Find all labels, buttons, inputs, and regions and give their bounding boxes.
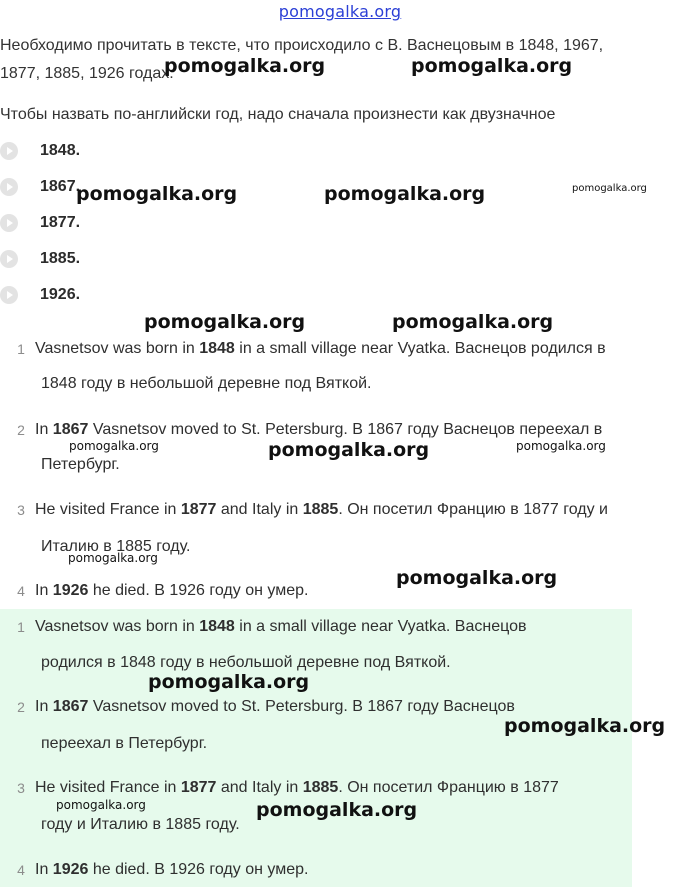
watermark: pomogalka.org <box>68 551 158 565</box>
year-label: 1926. <box>40 286 81 303</box>
sentence-line: In 1926 he died. В 1926 году он умер. <box>35 861 309 878</box>
year-label: 1867. <box>40 178 81 195</box>
intro-text <box>0 32 676 88</box>
item-number: 3 <box>17 780 25 796</box>
year-row[interactable] <box>0 211 80 235</box>
sentence-line: In 1867 Vasnetsov moved to St. Petersburg. В 1867 году Васнецов переехал в <box>35 421 603 438</box>
sentence-line: Vasnetsov was born in 1848 in a small village near Vyatka. Васнецов родился в <box>35 340 606 357</box>
watermark: pomogalka.org <box>69 439 159 453</box>
year-row[interactable] <box>0 139 80 163</box>
play-icon[interactable] <box>0 214 18 232</box>
year-label: 1877. <box>40 214 81 231</box>
year-row[interactable] <box>0 283 80 307</box>
watermark: pomogalka.org <box>572 183 647 194</box>
sentence-line: Vasnetsov was born in 1848 in a small village near Vyatka. Васнецов <box>35 618 527 635</box>
play-icon[interactable] <box>0 286 18 304</box>
watermark: pomogalka.org <box>392 311 554 333</box>
year-label: 1885. <box>40 250 81 267</box>
item-number: 2 <box>17 699 25 715</box>
watermark: pomogalka.org <box>76 183 238 205</box>
watermark: pomogalka.org <box>324 183 486 205</box>
site-link[interactable]: pomogalka.org <box>278 2 402 21</box>
play-icon[interactable] <box>0 178 18 196</box>
watermark: pomogalka.org <box>411 55 573 77</box>
item-number: 1 <box>17 341 25 357</box>
sentence-line: He visited France in 1877 and Italy in 1885. Он посетил Францию в 1877 <box>35 779 559 796</box>
translation-line: родился в 1848 году в небольшой деревне под Вяткой. <box>41 654 451 671</box>
note-text: Чтобы назвать по-английски год, надо сначала произнести как двузначное <box>0 106 556 123</box>
translation-line: 1848 году в небольшой деревне под Вяткой. <box>41 375 372 392</box>
play-icon[interactable] <box>0 142 18 160</box>
watermark: pomogalka.org <box>256 799 418 821</box>
item-number: 1 <box>17 619 25 635</box>
item-number: 4 <box>17 862 25 878</box>
intro-line-1: Необходимо прочитать в тексте, что происходило с В. Васнецовым в 1848, 1967, <box>0 37 604 54</box>
translation-line: году и Италию в 1885 году. <box>41 816 240 833</box>
sentence-line: He visited France in 1877 and Italy in 1885. Он посетил Францию в 1877 году и <box>35 501 608 518</box>
watermark: pomogalka.org <box>144 311 306 333</box>
year-row[interactable] <box>0 175 80 199</box>
play-icon[interactable] <box>0 250 18 268</box>
watermark: pomogalka.org <box>148 671 310 693</box>
watermark: pomogalka.org <box>164 55 326 77</box>
sentence-line: In 1926 he died. В 1926 году он умер. <box>35 582 309 599</box>
translation-line: Италию в 1885 году. <box>41 538 191 555</box>
sentence-line: In 1867 Vasnetsov moved to St. Petersburg. В 1867 году Васнецов <box>35 698 515 715</box>
translation-line: переехал в Петербург. <box>41 735 208 752</box>
intro-line-2: 1877, 1885, 1926 годах. <box>0 65 174 82</box>
year-row[interactable] <box>0 247 80 271</box>
item-number: 3 <box>17 502 25 518</box>
translation-line: Петербург. <box>41 456 120 473</box>
watermark: pomogalka.org <box>396 567 558 589</box>
watermark: pomogalka.org <box>516 439 606 453</box>
watermark: pomogalka.org <box>56 798 146 812</box>
item-number: 4 <box>17 583 25 599</box>
item-number: 2 <box>17 422 25 438</box>
year-label: 1848. <box>40 142 81 159</box>
watermark: pomogalka.org <box>504 715 666 737</box>
watermark: pomogalka.org <box>268 439 430 461</box>
